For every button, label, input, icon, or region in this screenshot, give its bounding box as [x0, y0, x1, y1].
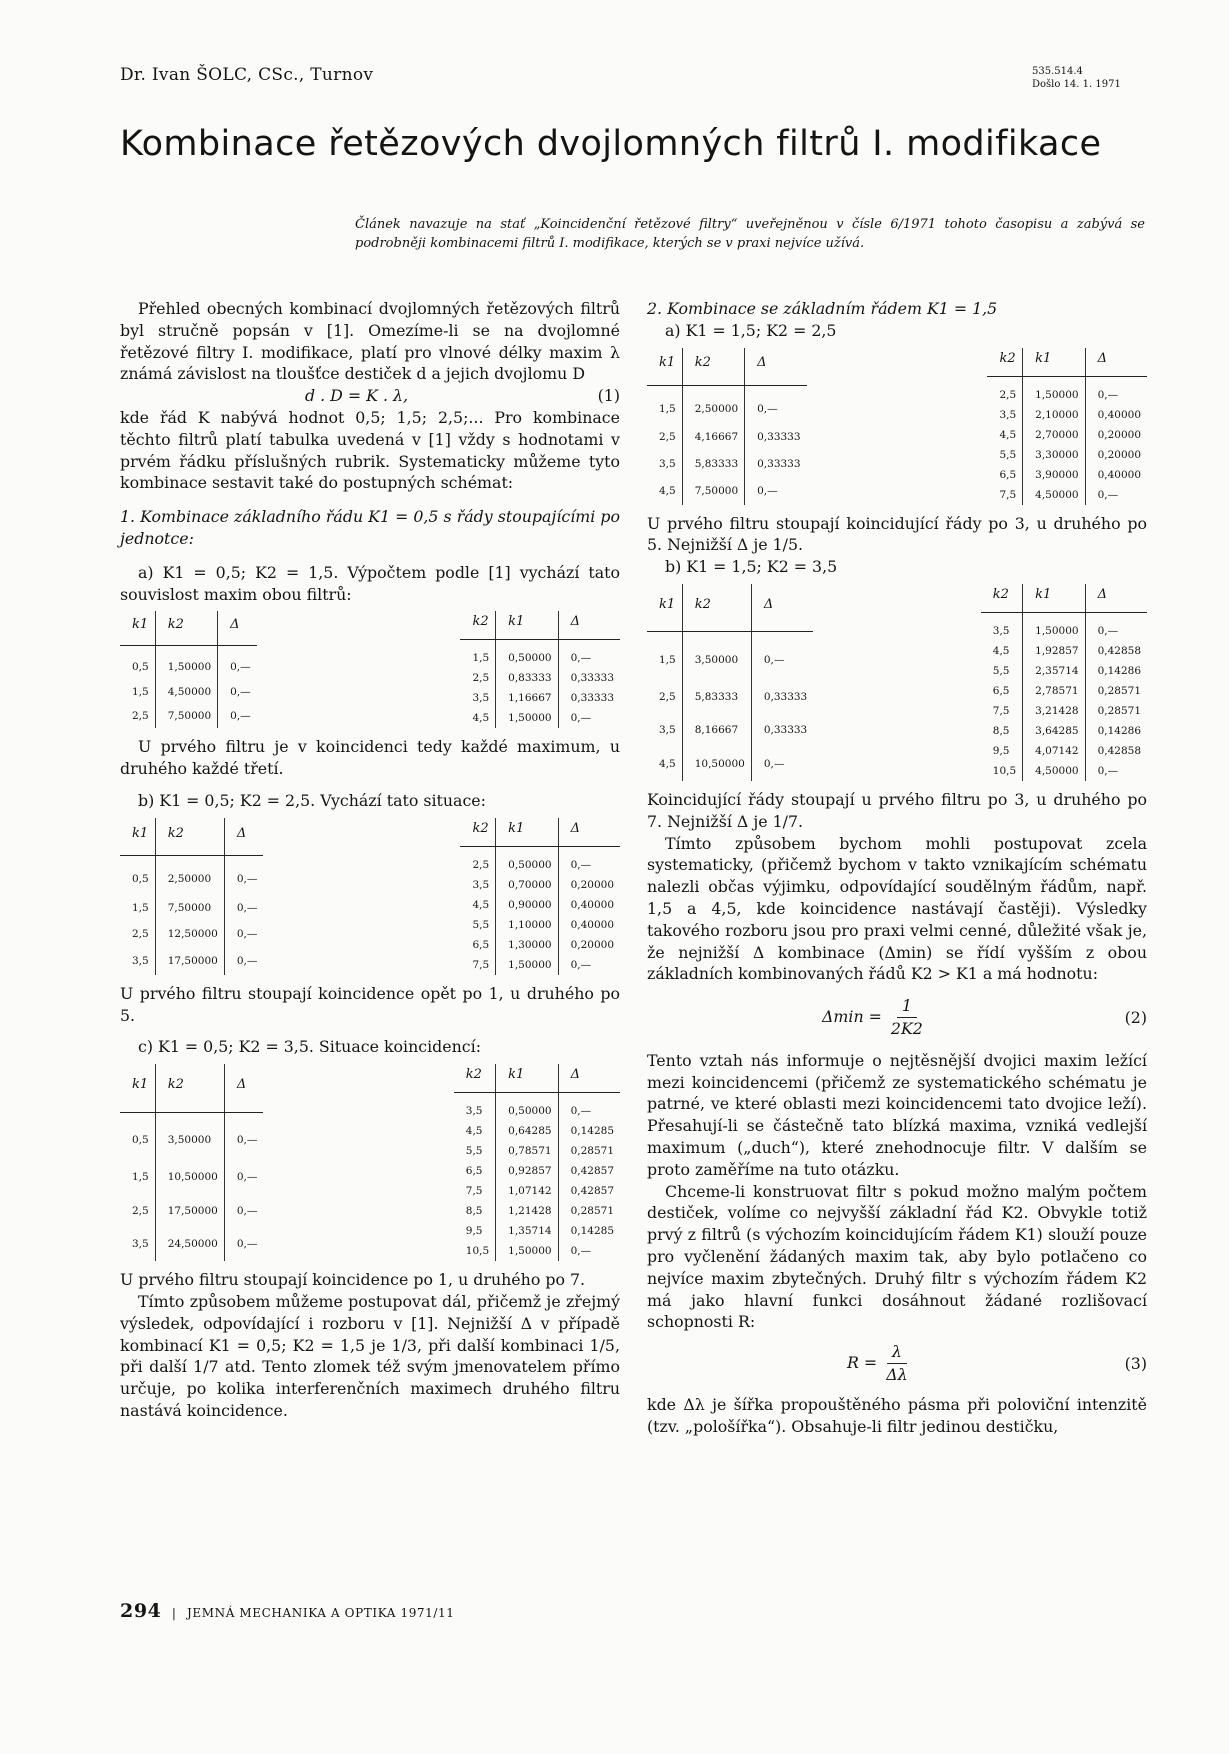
page-number: 294	[120, 1600, 162, 1622]
case-1a-caption: a) K1 = 0,5; K2 = 1,5. Výpočtem podle [1] vychází tato souvislost maxim obou filtrů:	[120, 562, 620, 604]
column-header: Δ	[224, 818, 263, 856]
table-row	[647, 451, 807, 478]
table-cell: 5,83333	[682, 680, 751, 714]
table-cell: 3,64285	[1023, 721, 1085, 741]
column-header: k2	[460, 611, 495, 640]
table-row	[647, 386, 807, 424]
equation-1-number: (1)	[597, 386, 620, 406]
table-row	[981, 641, 1147, 661]
table-cell: 0,28571	[558, 1201, 620, 1221]
table-cell: 2,50000	[682, 386, 744, 424]
table-cell: 0,28571	[1085, 681, 1147, 701]
table-cell: 0,—	[1085, 376, 1147, 405]
table-cell: 4,16667	[682, 424, 744, 451]
table-row	[454, 1121, 620, 1141]
table-cell: 0,—	[558, 708, 620, 728]
equation-3-body	[847, 1341, 912, 1386]
equation-1	[120, 385, 620, 407]
footer-separator: |	[171, 1606, 177, 1620]
table-row	[647, 714, 813, 748]
table-cell: 0,20000	[558, 935, 620, 955]
table-cell: 0,92857	[496, 1161, 558, 1181]
table-cell: 7,5	[465, 1185, 483, 1198]
table-cell: 0,—	[751, 632, 813, 680]
table-row	[647, 632, 813, 680]
table-cell: 2,5	[659, 690, 676, 703]
table-cell: 3,5	[659, 724, 676, 737]
construction-paragraph: Chceme-li konstruovat filtr s pokud možno malým počtem destiček, volíme co nejvyšší základní řád K2. Obvykle totiž prvý z filtrů (s výchozím koincidujícím řádem K1) slouží pouze pro vyčlenění žádaných maxim tak, aby bylo potlačeno co nejvíce maxim zbytečných. Druhý filtr s výchozím řádem K2 má jako hlavní funkci dosáhnout žádané rozlišovací schopnosti R:	[647, 1181, 1147, 1332]
column-header: k1	[120, 818, 155, 856]
table-row	[120, 856, 263, 894]
table-cell: 0,33333	[751, 680, 813, 714]
table-cell: 3,21428	[1023, 701, 1085, 721]
table-row	[647, 478, 807, 505]
column-header: k2	[682, 348, 744, 386]
table-cell: 7,5	[999, 488, 1017, 501]
table-row	[987, 425, 1147, 445]
table-row	[120, 1112, 263, 1160]
case-1a-conclusion: U prvého filtru je v koincidenci tedy každé maximum, u druhého každé třetí.	[120, 737, 620, 779]
table-cell: 6,5	[465, 1165, 483, 1178]
table-cell: 2,5	[132, 928, 149, 941]
table-left-half	[120, 611, 257, 728]
column-header: Δ	[558, 611, 620, 640]
table-row	[120, 1160, 263, 1194]
table-cell: 17,50000	[155, 948, 224, 975]
table-cell: 0,—	[224, 1194, 263, 1228]
table-cell: 2,5	[132, 710, 149, 723]
table-cell: 0,—	[224, 1227, 263, 1261]
column-header: k2	[682, 584, 751, 632]
table-cell: 4,07142	[1023, 741, 1085, 761]
table-cell: 0,40000	[1085, 465, 1147, 485]
table-cell: 2,35714	[1023, 661, 1085, 681]
table-cell: 0,—	[745, 478, 807, 505]
column-header: Δ	[1085, 348, 1147, 377]
column-header: Δ	[745, 348, 807, 386]
case-1b-conclusion: U prvého filtru stoupají koincidence opět po 1, u druhého po 5.	[120, 983, 620, 1025]
table-cell: 3,50000	[682, 632, 751, 680]
table-row	[987, 445, 1147, 465]
table-row	[981, 661, 1147, 681]
table-right-half	[981, 584, 1147, 781]
table-cell: 3,5	[659, 458, 676, 471]
table-cell: 0,—	[218, 680, 257, 704]
equation-3-number: (3)	[1124, 1353, 1147, 1373]
udc-code: 535.514.4	[1032, 66, 1083, 77]
column-header: k2	[460, 818, 495, 847]
table-cell: 0,5	[132, 661, 149, 674]
received-date: Došlo 14. 1. 1971	[1032, 79, 1121, 90]
table-row	[454, 1181, 620, 1201]
column-header: k2	[155, 1064, 224, 1112]
table-row	[981, 741, 1147, 761]
table-cell: 2,5	[999, 388, 1017, 401]
table-1b	[120, 818, 620, 975]
column-header: k1	[647, 348, 682, 386]
table-row	[460, 640, 620, 669]
table-cell: 4,5	[992, 644, 1010, 657]
table-left-half	[120, 1064, 263, 1261]
table-row	[460, 895, 620, 915]
column-header: k2	[987, 348, 1022, 377]
table-cell: 12,50000	[155, 921, 224, 948]
column-header: k1	[120, 1064, 155, 1112]
table-cell: 5,5	[465, 1145, 483, 1158]
table-row	[987, 376, 1147, 405]
table-cell: 2,5	[472, 858, 490, 871]
table-cell: 0,64285	[496, 1121, 558, 1141]
table-1c	[120, 1064, 620, 1261]
table-cell: 1,5	[659, 654, 676, 667]
column-header: Δ	[224, 1064, 263, 1112]
table-row	[120, 921, 263, 948]
table-cell: 1,5	[132, 1170, 149, 1183]
table-cell: 0,14285	[558, 1221, 620, 1241]
column-header: Δ	[558, 1064, 620, 1093]
table-cell: 0,20000	[558, 875, 620, 895]
table-cell: 0,42857	[558, 1181, 620, 1201]
nearest-pair-paragraph: Tento vztah nás informuje o nejtěsnější dvojici maxim ležící mezi koincidencemi (přičemž ze systematického schématu je patrné, ve které oblasti mezi koincidencemi tato dvojice leží). Přesahují-li se částečně tato blízká maxima, vzniká vedlejší maximum („duch“), které znehodnocuje filtr. V dalším se proto zaměříme na tuto otázku.	[647, 1050, 1147, 1179]
table-cell: 2,70000	[1023, 425, 1085, 445]
column-header: k2	[454, 1064, 496, 1093]
table-cell: 6,5	[992, 684, 1010, 697]
column-header: k2	[981, 584, 1023, 613]
case-1b-caption: b) K1 = 0,5; K2 = 2,5. Vychází tato situace:	[138, 790, 486, 810]
table-cell: 6,5	[999, 468, 1017, 481]
column-header: k1	[647, 584, 682, 632]
section-1-summary: Tímto způsobem můžeme postupovat dál, přičemž je zřejmý výsledek, odpovídající i rozboru v [1]. Nejnižší Δ v případě kombinací K1 = 0,5; K2 = 1,5 je 1/3, při další kombinaci 1/5, při další 1/7 atd. Tento zlomek též svým jmenovatelem přímo určuje, po kolika interferenčních maximech druhého filtru nastává koincidence.	[120, 1291, 620, 1420]
table-cell: 0,—	[1085, 485, 1147, 505]
table-cell: 3,90000	[1023, 465, 1085, 485]
table-cell: 0,14285	[558, 1121, 620, 1141]
table-cell: 0,—	[558, 1241, 620, 1261]
table-cell: 3,50000	[155, 1112, 224, 1160]
table-cell: 1,92857	[1023, 641, 1085, 661]
case-1c-caption: c) K1 = 0,5; K2 = 3,5. Situace koincidencí:	[138, 1037, 482, 1057]
after-eq1-paragraph: kde řád K nabývá hodnot 0,5; 1,5; 2,5;... Pro kombinace těchto filtrů platí tabulka uvedená v [1] vždy s hodnotami v prvém řádku příslušných rubrik. Systematicky můžeme tyto kombinace sestavit také do postupných schémat:	[120, 407, 620, 493]
table-cell: 0,33333	[558, 688, 620, 708]
table-cell: 4,50000	[1023, 761, 1085, 781]
table-cell: 0,33333	[558, 668, 620, 688]
table-cell: 0,42857	[558, 1161, 620, 1181]
column-header: k1	[120, 611, 155, 645]
udc-block	[1032, 65, 1142, 91]
table-cell: 2,50000	[155, 856, 224, 894]
table-row	[454, 1161, 620, 1181]
equation-2-lhs: Δmin =	[822, 1006, 882, 1026]
table-cell: 0,42858	[1085, 641, 1147, 661]
case-2b-caption: b) K1 = 1,5; K2 = 3,5	[665, 557, 838, 577]
table-cell: 3,5	[132, 955, 149, 968]
table-cell: 1,50000	[155, 646, 217, 680]
table-row	[120, 646, 257, 680]
table-cell: 0,—	[1085, 612, 1147, 641]
equation-3-fraction	[886, 1341, 907, 1386]
equation-2	[647, 995, 1147, 1040]
table-cell: 10,50000	[155, 1160, 224, 1194]
table-cell: 0,—	[224, 1160, 263, 1194]
table-row	[460, 688, 620, 708]
equation-2-denominator: 2K2	[890, 1018, 923, 1038]
systematic-paragraph: Tímto způsobem bychom mohli postupovat zcela systematicky, (přičemž bychom v takto vznikajícím schématu nalezli občas výjimku, odpovídající soudělným řádům, např. 1,5 a 4,5, kde koincidence nastávají častěji). Výsledky takového rozboru jsou pro praxi velmi cenné, důležité však je, že nejnižší Δ kombinace (Δmin) se řídí vyšším z obou základních kombinovaných řádů K2 > K1 a má hodnotu:	[647, 833, 1147, 984]
table-row	[454, 1221, 620, 1241]
table-cell: 0,33333	[745, 424, 807, 451]
table-cell: 2,78571	[1023, 681, 1085, 701]
table-cell: 4,50000	[1023, 485, 1085, 505]
table-cell: 0,40000	[558, 915, 620, 935]
table-cell: 3,30000	[1023, 445, 1085, 465]
table-cell: 0,50000	[496, 640, 558, 669]
column-header: k2	[155, 818, 224, 856]
table-cell: 4,5	[472, 712, 490, 725]
table-cell: 8,5	[465, 1205, 483, 1218]
table-row	[981, 761, 1147, 781]
equation-2-body	[822, 995, 927, 1040]
table-right-half	[460, 818, 620, 975]
table-cell: 5,5	[999, 448, 1017, 461]
table-cell: 2,10000	[1023, 405, 1085, 425]
table-cell: 0,40000	[558, 895, 620, 915]
table-cell: 0,—	[224, 921, 263, 948]
table-row	[454, 1241, 620, 1261]
column-header: Δ	[218, 611, 257, 645]
column-header: k1	[1023, 584, 1085, 613]
table-cell: 1,21428	[496, 1201, 558, 1221]
table-row	[460, 955, 620, 975]
table-cell: 0,—	[218, 646, 257, 680]
table-cell: 3,5	[992, 624, 1010, 637]
equation-1-body: d . D = K . λ,	[305, 386, 409, 406]
table-row	[981, 721, 1147, 741]
table-cell: 10,50000	[682, 747, 751, 781]
table-cell: 0,—	[224, 894, 263, 921]
intro-paragraph: Přehled obecných kombinací dvojlomných řetězových filtrů byl stručně popsán v [1]. Omezíme-li se na dvojlomné řetězové filtry I. modifikace, platí pro vlnové délky maxim λ známá závislost na tloušťce destiček d a jejich dvojlomu D	[120, 299, 620, 384]
case-1c-conclusion: U prvého filtru stoupají koincidence po 1, u druhého po 7.	[120, 1270, 586, 1290]
table-row	[647, 747, 813, 781]
journal-name: JEMNÁ MECHANIKA A OPTIKA 1971/11	[186, 1606, 455, 1620]
table-cell: 0,42858	[1085, 741, 1147, 761]
table-cell: 1,35714	[496, 1221, 558, 1241]
table-cell: 4,50000	[155, 680, 217, 704]
equation-2-number: (2)	[1124, 1007, 1147, 1027]
table-row	[460, 935, 620, 955]
table-cell: 0,5	[132, 873, 149, 886]
equation-3	[647, 1341, 1147, 1386]
table-cell: 7,5	[992, 704, 1010, 717]
table-row	[460, 915, 620, 935]
table-cell: 2,5	[132, 1204, 149, 1217]
table-cell: 4,5	[472, 898, 490, 911]
table-row	[987, 405, 1147, 425]
case-2a-conclusion: U prvého filtru stoupají koincidující řády po 3, u druhého po 5. Nejnižší Δ je 1/5.	[647, 513, 1147, 555]
table-cell: 0,33333	[745, 451, 807, 478]
table-row	[987, 465, 1147, 485]
equation-3-lhs: R =	[847, 1352, 878, 1372]
table-row	[120, 948, 263, 975]
table-cell: 0,—	[224, 1112, 263, 1160]
table-row	[120, 894, 263, 921]
table-cell: 2,5	[472, 672, 490, 685]
table-row	[460, 875, 620, 895]
table-cell: 0,5	[132, 1134, 149, 1147]
table-2b	[647, 584, 1147, 781]
column-header: k1	[496, 818, 558, 847]
equation-2-fraction	[891, 995, 923, 1040]
table-cell: 0,83333	[496, 668, 558, 688]
case-2b-conclusion: Koincidující řády stoupají u prvého filtru po 3, u druhého po 7. Nejnižší Δ je 1/7.	[647, 789, 1147, 831]
table-row	[647, 680, 813, 714]
table-row	[460, 846, 620, 875]
table-cell: 0,—	[558, 640, 620, 669]
table-cell: 0,—	[1085, 761, 1147, 781]
bandwidth-paragraph: kde Δλ je šířka propouštěného pásma při poloviční intenzitě (tzv. „pološířka“). Obsahuje-li filtr jedinou destičku,	[647, 1394, 1147, 1436]
section-1-heading: 1. Kombinace základního řádu K1 = 0,5 s řády stoupajícími po jednotce:	[120, 507, 620, 548]
table-cell: 0,—	[224, 856, 263, 894]
column-header: k1	[496, 611, 558, 640]
equation-3-numerator: λ	[887, 1341, 907, 1364]
right-column	[647, 298, 1147, 1437]
table-cell: 6,5	[472, 938, 490, 951]
column-header: k2	[155, 611, 217, 645]
table-cell: 0,33333	[751, 714, 813, 748]
article-title: Kombinace řetězových dvojlomných filtrů I. modifikace	[120, 124, 1102, 164]
table-cell: 0,70000	[496, 875, 558, 895]
table-cell: 24,50000	[155, 1227, 224, 1261]
table-cell: 1,5	[472, 652, 490, 665]
table-cell: 7,50000	[155, 704, 217, 728]
table-cell: 2,5	[659, 431, 676, 444]
table-cell: 4,5	[659, 485, 676, 498]
table-cell: 8,16667	[682, 714, 751, 748]
table-cell: 1,50000	[496, 1241, 558, 1261]
table-cell: 9,5	[992, 744, 1010, 757]
table-row	[454, 1201, 620, 1221]
table-row	[454, 1093, 620, 1122]
table-cell: 0,28571	[1085, 701, 1147, 721]
table-cell: 1,50000	[496, 708, 558, 728]
table-cell: 1,5	[132, 686, 149, 699]
column-header: Δ	[1085, 584, 1147, 613]
case-2a-caption: a) K1 = 1,5; K2 = 2,5	[665, 320, 837, 340]
table-cell: 0,14286	[1085, 721, 1147, 741]
table-cell: 1,5	[132, 901, 149, 914]
table-row	[460, 708, 620, 728]
table-cell: 1,07142	[496, 1181, 558, 1201]
table-row	[120, 680, 257, 704]
column-header: k1	[1023, 348, 1085, 377]
table-cell: 7,5	[472, 958, 490, 971]
table-cell: 5,83333	[682, 451, 744, 478]
left-column	[120, 298, 620, 1422]
table-row	[981, 612, 1147, 641]
table-row	[987, 485, 1147, 505]
table-cell: 5,5	[992, 664, 1010, 677]
table-cell: 0,—	[224, 948, 263, 975]
table-cell: 0,—	[218, 704, 257, 728]
table-right-half	[454, 1064, 620, 1261]
table-row	[981, 681, 1147, 701]
table-cell: 0,—	[558, 955, 620, 975]
table-cell: 1,50000	[1023, 376, 1085, 405]
table-1a	[120, 611, 620, 728]
table-left-half	[647, 584, 813, 781]
table-cell: 10,5	[992, 764, 1017, 777]
table-cell: 1,10000	[496, 915, 558, 935]
section-2-heading: 2. Kombinace se základním řádem K1 = 1,5	[647, 299, 998, 318]
table-cell: 1,16667	[496, 688, 558, 708]
table-cell: 4,5	[465, 1125, 483, 1138]
table-row	[120, 704, 257, 728]
column-header: k1	[496, 1064, 558, 1093]
table-right-half	[460, 611, 620, 728]
table-cell: 0,20000	[1085, 425, 1147, 445]
table-left-half	[647, 348, 807, 505]
table-row	[120, 1194, 263, 1228]
table-cell: 0,50000	[496, 1093, 558, 1122]
table-cell: 7,50000	[155, 894, 224, 921]
table-cell: 3,5	[472, 878, 490, 891]
table-cell: 0,—	[751, 747, 813, 781]
table-right-half	[987, 348, 1147, 505]
table-row	[981, 701, 1147, 721]
table-cell: 0,28571	[558, 1141, 620, 1161]
column-header: Δ	[558, 818, 620, 847]
table-left-half	[120, 818, 263, 975]
table-cell: 0,14286	[1085, 661, 1147, 681]
table-cell: 3,5	[465, 1105, 483, 1118]
abstract: Článek navazuje na stať „Koincidenční řetězové filtry“ uveřejněnou v čísle 6/1971 tohoto časopisu a zabývá se podrobněji kombinacemi filtrů I. modifikace, kterých se v praxi nejvíce užívá.	[355, 217, 1145, 251]
table-cell: 4,5	[999, 428, 1017, 441]
table-row	[647, 424, 807, 451]
table-cell: 8,5	[992, 724, 1010, 737]
table-cell: 9,5	[465, 1225, 483, 1238]
table-cell: 10,5	[465, 1245, 490, 1258]
table-row	[460, 668, 620, 688]
table-cell: 0,40000	[1085, 405, 1147, 425]
table-cell: 1,50000	[496, 955, 558, 975]
table-cell: 3,5	[472, 692, 490, 705]
table-2a	[647, 348, 1147, 505]
table-cell: 4,5	[659, 758, 676, 771]
page-footer	[120, 1600, 455, 1622]
table-cell: 0,50000	[496, 846, 558, 875]
table-cell: 1,5	[659, 403, 676, 416]
table-cell: 0,78571	[496, 1141, 558, 1161]
table-cell: 5,5	[472, 918, 490, 931]
table-cell: 3,5	[999, 408, 1017, 421]
table-cell: 0,90000	[496, 895, 558, 915]
table-cell: 0,—	[745, 386, 807, 424]
column-header: Δ	[751, 584, 813, 632]
table-row	[120, 1227, 263, 1261]
table-cell: 7,50000	[682, 478, 744, 505]
table-cell: 0,20000	[1085, 445, 1147, 465]
table-cell: 17,50000	[155, 1194, 224, 1228]
table-row	[454, 1141, 620, 1161]
equation-2-numerator: 1	[897, 995, 917, 1018]
table-cell: 1,30000	[496, 935, 558, 955]
equation-3-denominator: Δλ	[886, 1364, 908, 1384]
table-cell: 3,5	[132, 1238, 149, 1251]
table-cell: 1,50000	[1023, 612, 1085, 641]
table-cell: 0,—	[558, 1093, 620, 1122]
table-cell: 0,—	[558, 846, 620, 875]
author-line: Dr. Ivan ŠOLC, CSc., Turnov	[120, 65, 374, 85]
